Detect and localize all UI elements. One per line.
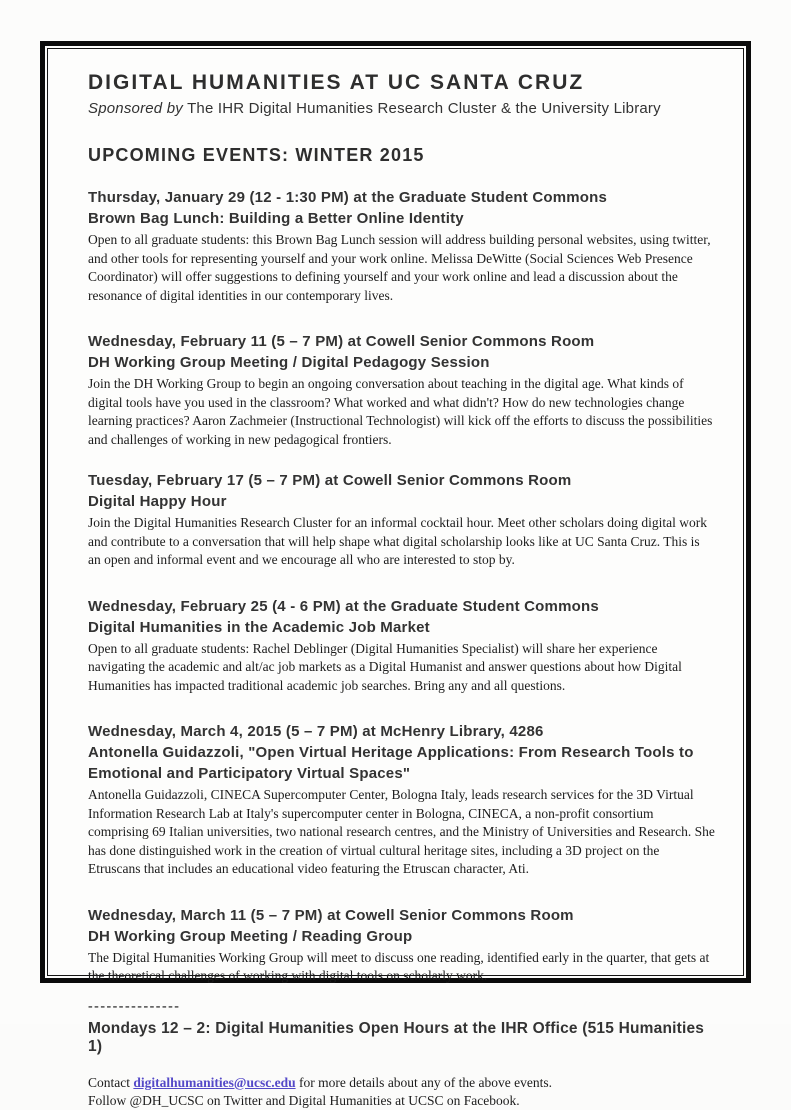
- event-description: Join the DH Working Group to begin an ongoing conversation about teaching in the digital age. What kinds of digital tools have you used in the classroom? What worked and what didn't? How do new technologies change learning practices? Aaron Zachmeier (Instructional Technologist) will kick off the efforts to discuss the possibilities and challenges of working in new pedagogical frontiers.: [88, 376, 713, 447]
- event-datetime: Thursday, January 29 (12 - 1:30 PM) at the Graduate Student Commons: [88, 189, 608, 206]
- contact-block: [88, 1074, 715, 1110]
- event-title: Digital Humanities in the Academic Job Market: [88, 618, 430, 636]
- event-description: The Digital Humanities Working Group will meet to discuss one reading, identified early in the quarter, that gets at the theoretical challenges of working with digital tools on scholarly work.: [88, 949, 710, 983]
- sponsor-line: [88, 100, 715, 117]
- follow-line: Follow @DH_UCSC on Twitter and Digital Humanities at UCSC on Facebook.: [88, 1092, 520, 1108]
- open-hours-line: Mondays 12 – 2: Digital Humanities Open Hours at the IHR Office (515 Humanities 1): [88, 1019, 705, 1055]
- sponsor-line-italic: Sponsored by: [88, 100, 183, 117]
- dashed-divider: ---------------: [88, 998, 181, 1014]
- event-description: Open to all graduate students: this Brown Bag Lunch session will address building personal websites, using twitter, and other tools for representing yourself and your work online. Melissa DeWitte (Social Sciences Web Presence Coordinator) will offer suggestions to defining yourself and your work online and lead a discussion about the resonance of digital identities in our contemporary lives.: [88, 232, 711, 303]
- event-datetime: Wednesday, March 11 (5 – 7 PM) at Cowell Senior Commons Room: [88, 906, 574, 924]
- event-item: [88, 905, 715, 986]
- event-datetime: Wednesday, March 4, 2015 (5 – 7 PM) at McHenry Library, 4286: [88, 723, 544, 740]
- event-datetime: Wednesday, February 11 (5 – 7 PM) at Cowell Senior Commons Room: [88, 333, 595, 350]
- event-description: Join the Digital Humanities Research Cluster for an informal cocktail hour. Meet other scholars doing digital work and contribute to a conversation that will help shape what digital scholarship looks like at UC Santa Cruz. This is an open and informal event and we encourage all who are interested to stop by.: [88, 515, 707, 567]
- contact-suffix: for more details about any of the above events.: [295, 1074, 553, 1090]
- event-description: Antonella Guidazzoli, CINECA Supercomputer Center, Bologna Italy, leads research services for the 3D Virtual Information Research Lab at Italy's supercomputer center in Bologna, CINECA, a non-profit consortium comprising 69 Italian universities, two national research centres, and the Ministry of Universities and Research. She has done distinguished work in the creation of virtual cultural heritage sites, including a 3D project on the Etruscans that includes an educational video featuring the Etruscan character, Ati.: [88, 787, 715, 876]
- contact-prefix: Contact: [88, 1074, 134, 1090]
- inner-border-frame: [47, 48, 744, 1108]
- event-title: Digital Happy Hour: [88, 493, 227, 510]
- event-item: [88, 331, 715, 449]
- event-title: Brown Bag Lunch: Building a Better Online Identity: [88, 210, 464, 227]
- event-item: [88, 187, 715, 305]
- outer-border-frame: [40, 41, 751, 1108]
- contact-line: [88, 1074, 715, 1092]
- event-title: DH Working Group Meeting / Digital Pedagogy Session: [88, 354, 490, 371]
- email-link[interactable]: digitalhumanities@ucsc.edu: [133, 1074, 296, 1090]
- event-datetime: Tuesday, February 17 (5 – 7 PM) at Cowell Senior Commons Room: [88, 472, 572, 489]
- event-title: DH Working Group Meeting / Reading Group: [88, 927, 413, 945]
- event-description: Open to all graduate students: Rachel Deblinger (Digital Humanities Specialist) will share her experience navigating the academic and alt/ac job markets as a Digital Humanist and answer questions about how Digital Humanities has impacted traditional academic job searches. Bring any and all questions.: [88, 640, 682, 693]
- event-datetime: Wednesday, February 25 (4 - 6 PM) at the Graduate Student Commons: [88, 597, 599, 615]
- event-item: [88, 721, 715, 879]
- event-item: [88, 470, 715, 570]
- event-item: [88, 596, 715, 696]
- page-title: DIGITAL HUMANITIES AT UC SANTA CRUZ: [88, 71, 585, 94]
- section-heading: UPCOMING EVENTS: WINTER 2015: [88, 145, 425, 165]
- event-title: Antonella Guidazzoli, "Open Virtual Heritage Applications: From Research Tools to Emotional and Participatory Virtual Spaces": [88, 744, 694, 782]
- sponsor-line-rest: The IHR Digital Humanities Research Cluster & the University Library: [182, 100, 661, 117]
